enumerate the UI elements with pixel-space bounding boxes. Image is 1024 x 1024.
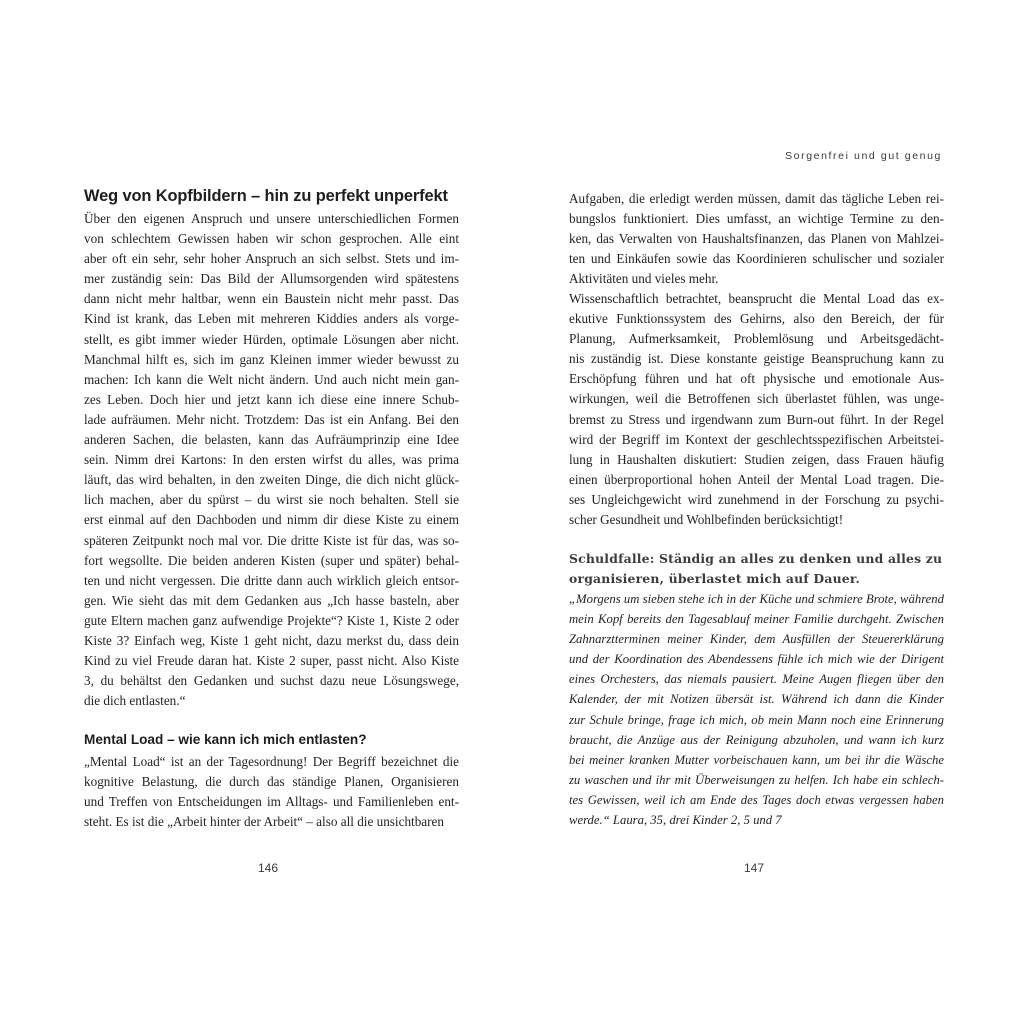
text-line: „Mental Load“ ist an der Tagesordnung! Der Begriff bezeichnet die — [84, 754, 459, 769]
text-line: Zahnarztterminen meiner Kinder, dem Ausfüllen der Steuererklärung — [569, 632, 944, 647]
text-line: bungslos funktioniert. Dies umfasst, an wichtige Termine zu den- — [569, 211, 944, 227]
text-line: organisieren, überlastet mich auf Dauer. — [569, 571, 860, 587]
left-body-text-2 — [84, 752, 459, 832]
text-line: lung in Haushalten diskutiert: Studien zeigen, dass Frauen häufig — [569, 451, 944, 467]
text-line: fort wegsollte. Die beiden anderen Kisten (super und später) behal- — [84, 552, 459, 568]
text-line: gen. Wie sieht das mit dem Gedanken aus „Ich hasse basteln, aber — [84, 592, 459, 608]
text-line: zes Leben. Doch hier und jetzt kann ich diese eine innere Schub- — [84, 391, 459, 407]
paragraph — [84, 752, 459, 832]
text-line: bei meiner kranken Mutter vorbeischauen kann, um bei ihr die Wäsche — [569, 752, 944, 767]
text-line: erst einmal auf den Dachboden und nimm dir diese Kiste zu einem — [84, 512, 459, 528]
text-line: aber oft ein sehr, sehr hoher Anspruch an sich selbst. Stets und im- — [84, 251, 459, 267]
text-line: lich machen, aber du spürst – du wirst sie noch behalten. Stell sie — [84, 492, 459, 508]
text-line: ten und nicht vergessen. Die dritte dann auch wirklich gleich entsor- — [84, 572, 459, 588]
text-line: läuft, das wird behalten, in den zweiten Dinge, die dich nicht glück- — [84, 472, 459, 488]
text-line: ekutive Funktionssystem des Gehirns, also den Bereich, der für — [569, 311, 944, 327]
paragraph — [569, 189, 944, 289]
text-line: zur Schule bringe, frage ich mich, ob mein Mann noch eine Erinnerung — [569, 712, 944, 727]
text-line: Manchmal hilft es, sich im ganz Kleinen immer wieder bewusst zu — [84, 351, 459, 367]
text-line: Aufgaben, die erledigt werden müssen, damit das tägliche Leben rei- — [569, 191, 944, 206]
right-body-text-2 — [569, 289, 944, 530]
text-line: werde.“ Laura, 35, drei Kinder 2, 5 und 7 — [569, 813, 782, 828]
text-line: „Morgens um sieben stehe ich in der Küche und schmiere Brote, während — [569, 592, 944, 606]
text-line: nis zuständig ist. Diese konstante geistige Beanspruchung kann zu — [569, 351, 944, 367]
text-line: Kalender, der mit Notizen übersät ist. Während ich dann die Kinder — [569, 692, 944, 707]
callout-quote — [569, 589, 944, 830]
text-line: machen: Ich kann die Welt nicht ändern. Und auch nicht mein gan- — [84, 371, 459, 387]
section-heading: Weg von Kopfbildern – hin zu perfekt unperfekt — [84, 187, 448, 205]
page-number: 146 — [258, 861, 279, 875]
text-line: Aktivitäten und vieles mehr. — [569, 271, 719, 287]
text-line: und Treffen von Entscheidungen im Alltags- und Familienleben ent- — [84, 794, 459, 810]
page-number: 147 — [744, 861, 765, 875]
text-line: Über den eigenen Anspruch und unsere unterschiedlichen Formen — [84, 211, 459, 226]
text-line: wirkungen, weil die Betroffenen sich überlastet fühlen, was unge- — [569, 391, 944, 407]
text-line: dann nicht mehr haltbar, wenn ein Baustein nicht mehr passt. Das — [84, 291, 459, 307]
text-line: braucht, die Anzüge aus der Reinigung abzuholen, und wann ich kurz — [569, 732, 944, 747]
text-line: Kind ist krank, das Leben mit mehreren Kiddies anders als vorge- — [84, 311, 459, 327]
text-line: lade aufräumen. Mehr nicht. Trotzdem: Das ist ein Anfang. Bei den — [84, 411, 459, 427]
text-line: 3, du behältst den Gedanken und suchst dazu neue Lösungswege, — [84, 673, 459, 689]
text-line: sein. Nimm drei Kartons: In den ersten wirfst du alles, was prima — [84, 452, 459, 468]
text-line: die dich entlasten.“ — [84, 693, 186, 709]
text-line: Erschöpfung führen und hat oft physische und emotionale Aus- — [569, 371, 944, 387]
text-line: mer zuständig sein: Das Bild der Allumsorgenden wird spätestens — [84, 271, 459, 287]
text-line: und der Koordination des Abendessens fühle ich mich wie der Dirigent — [569, 652, 944, 667]
text-line: ten und Einkäufen sowie das Koordinieren schulischer und sozialer — [569, 251, 944, 267]
text-line: steht. Es ist die „Arbeit hinter der Arbeit“ – also all die unsichtbaren — [84, 814, 444, 830]
text-line: von schlechtem Gewissen haben wir schon gesprochen. Alle eint — [84, 231, 459, 247]
text-line: Kiste 3? Einfach weg, Kiste 1 geht nicht, dazu merkst du, dass dein — [84, 632, 459, 648]
right-body-text — [569, 189, 944, 289]
text-line: anderen Sachen, die belasten, kann das Aufräumprinzip eine Idee — [84, 432, 459, 448]
text-line: zu waschen und ihr mit Überweisungen zu helfen. Ich habe ein schlech- — [569, 772, 944, 787]
text-line: Schuldfalle: Ständig an alles zu denken und alles zu — [569, 551, 943, 566]
text-line: ses Ungleichgewicht wird zunehmend in der Forschung zu psychi- — [569, 491, 944, 507]
text-line: wird der Begriff im Kontext der geschlechtsspezifischen Arbeitstei- — [569, 431, 944, 447]
text-line: Planung, Aufmerksamkeit, Problemlösung und Arbeitsgedächt- — [569, 331, 944, 347]
subsection-heading: Mental Load – wie kann ich mich entlasten? — [84, 732, 367, 747]
text-line: ken, das Verwalten von Haushaltsfinanzen, das Planen von Mahlzei- — [569, 231, 944, 247]
text-line: stellt, es gibt immer wieder Hürden, optimale Lösungen aber nicht. — [84, 331, 459, 347]
text-line: kognitive Belastung, die durch das ständige Planen, Organisieren — [84, 774, 459, 790]
text-line: späteren Zeitpunkt noch mal vor. Die dritte Kiste ist für das, was so- — [84, 532, 459, 548]
callout-heading — [569, 549, 944, 589]
left-body-text — [84, 209, 459, 711]
paragraph — [84, 209, 459, 711]
text-line: Kind zu viel Freude daran hat. Kiste 2 super, passt nicht. Also Kiste — [84, 653, 459, 669]
text-line: tes Gewissen, weil ich am Ende des Tages doch etwas vergessen haben — [569, 792, 944, 807]
paragraph — [569, 289, 944, 530]
text-line: eines Orchesters, das niemals pausiert. Meine Augen fliegen über den — [569, 672, 944, 687]
text-line: einen überproportional hohen Anteil der Mental Load tragen. Die- — [569, 471, 944, 487]
text-line: gute Eltern machen ganz aufwendige Projekte“? Kiste 1, Kiste 2 oder — [84, 612, 459, 628]
text-line: bremst zu Stress und irgendwann zum Burn-out führt. In der Regel — [569, 411, 944, 427]
text-line: mein Kopf bereits den Tagesablauf meiner Familie durchgeht. Zwischen — [569, 612, 944, 627]
running-head: Sorgenfrei und gut genug — [785, 150, 942, 162]
text-line: scher Gesundheit und Wohlbefinden berücksichtigt! — [569, 512, 844, 528]
text-line: Wissenschaftlich betrachtet, beansprucht die Mental Load das ex- — [569, 291, 944, 306]
